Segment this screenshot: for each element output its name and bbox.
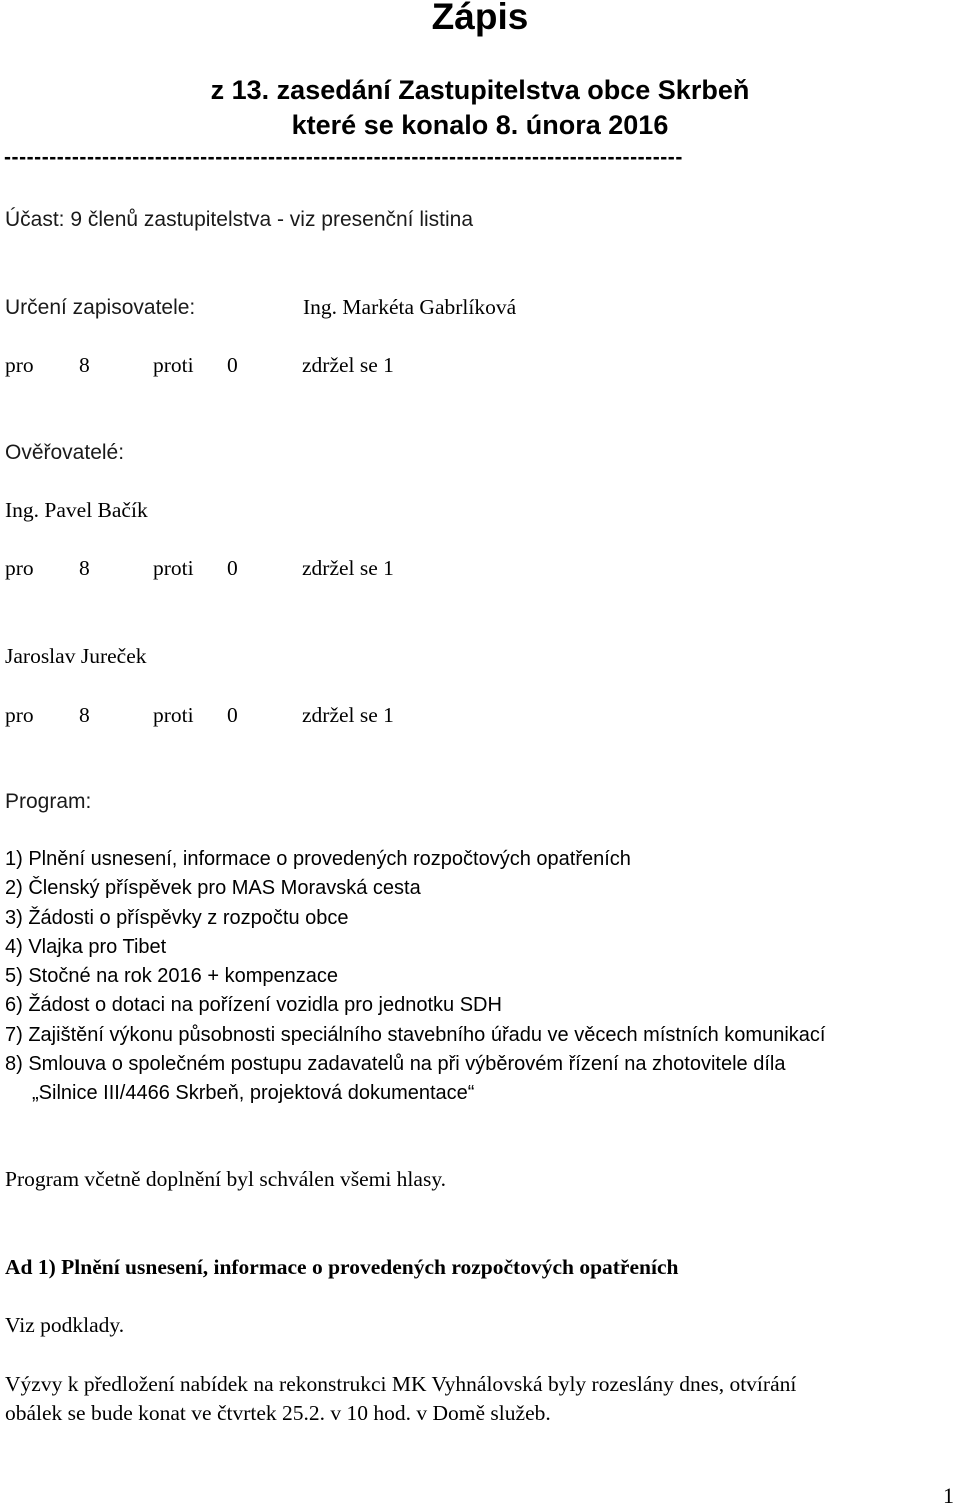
vote-against-label: proti xyxy=(153,703,194,727)
vote-for-label: pro xyxy=(5,703,34,727)
vote-abstain: zdržel se 1 xyxy=(302,556,394,580)
program-approved-text: Program včetně doplnění byl schválen všemi hlasy. xyxy=(5,1167,447,1191)
verifier-first: Ing. Pavel Bačík xyxy=(5,498,148,522)
page-number: 1 xyxy=(943,1483,954,1508)
vote-verifier-first xyxy=(5,556,425,586)
divider-rule: ------------------------------------------------------------------------------------------ xyxy=(4,146,683,169)
section1-text2-line1: Výzvy k předložení nabídek na rekonstrukci MK Vyhnálovská byly rozeslány dnes, otvírání xyxy=(5,1372,797,1396)
program-item: 3) Žádosti o příspěvky z rozpočtu obce xyxy=(5,906,349,929)
program-list xyxy=(5,845,825,1109)
vote-abstain: zdržel se 1 xyxy=(302,353,394,377)
section1-heading: Ad 1) Plnění usnesení, informace o provedených rozpočtových opatřeních xyxy=(5,1255,679,1279)
program-item: 6) Žádost o dotaci na pořízení vozidla pro jednotku SDH xyxy=(5,994,502,1017)
section1-text2-line2: obálek se bude konat ve čtvrtek 25.2. v 10 hod. v Domě služeb. xyxy=(5,1401,551,1425)
vote-against-count: 0 xyxy=(227,556,238,580)
recorder-label: Určení zapisovatele: xyxy=(5,296,196,319)
program-item: 8) Smlouva o společném postupu zadavatelů na při výběrovém řízení na zhotovitele díla xyxy=(5,1053,786,1076)
vote-against-label: proti xyxy=(153,353,194,377)
vote-for-count: 8 xyxy=(79,556,90,580)
program-item: 5) Stočné na rok 2016 + kompenzace xyxy=(5,965,338,988)
program-item: 7) Zajištění výkonu působnosti speciálního stavebního úřadu ve věcech místních komunikací xyxy=(5,1023,826,1046)
vote-for-count: 8 xyxy=(79,353,90,377)
attendance-text: Účast: 9 členů zastupitelstva - viz presenční listina xyxy=(5,208,474,231)
vote-for-count: 8 xyxy=(79,703,90,727)
section1-text1: Viz podklady. xyxy=(5,1313,125,1337)
recorder-name: Ing. Markéta Gabrlíková xyxy=(303,295,517,319)
vote-against-count: 0 xyxy=(227,703,238,727)
document-title: Zápis xyxy=(431,0,529,37)
vote-against-count: 0 xyxy=(227,353,238,377)
vote-abstain: zdržel se 1 xyxy=(302,703,394,727)
program-item-continuation: „Silnice III/4466 Skrbeň, projektová dokumentace“ xyxy=(32,1082,475,1105)
verifiers-label: Ověřovatelé: xyxy=(5,441,125,464)
vote-recorder xyxy=(5,353,425,383)
program-label: Program: xyxy=(5,790,92,813)
program-item: 2) Členský příspěvek pro MAS Moravská cesta xyxy=(5,877,421,900)
verifier-second: Jaroslav Jureček xyxy=(5,644,147,668)
document-subtitle-line2: které se konalo 8. února 2016 xyxy=(291,110,669,140)
vote-for-label: pro xyxy=(5,556,34,580)
vote-for-label: pro xyxy=(5,353,34,377)
program-item: 4) Vlajka pro Tibet xyxy=(5,935,167,958)
vote-against-label: proti xyxy=(153,556,194,580)
document-subtitle-line1: z 13. zasedání Zastupitelstva obce Skrbeň xyxy=(210,75,750,105)
program-item: 1) Plnění usnesení, informace o provedených rozpočtových opatřeních xyxy=(5,848,631,870)
vote-verifier-second xyxy=(5,703,425,733)
